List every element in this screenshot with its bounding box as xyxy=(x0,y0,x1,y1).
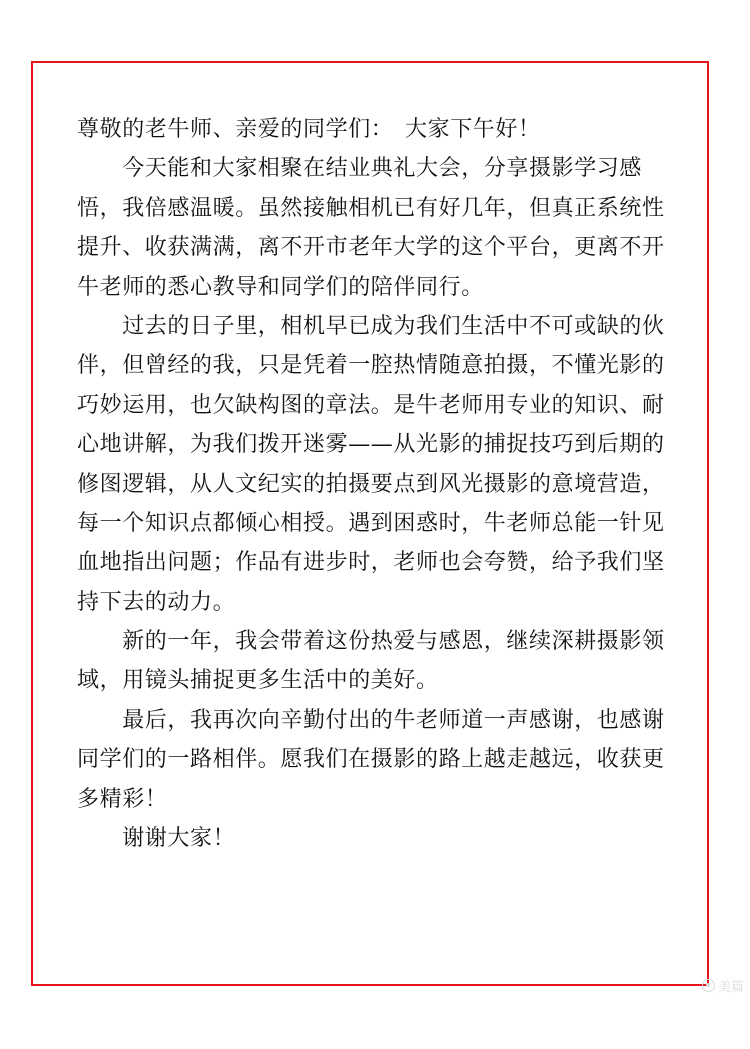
text-line: 新的一年，我会带着这份热爱与感恩，继续深耕摄影领 xyxy=(77,629,665,655)
paragraph xyxy=(77,622,675,701)
paragraph xyxy=(77,701,675,819)
watermark xyxy=(702,976,744,995)
text-line: 过去的日子里，相机早已成为我们生活中不可或缺的伙 xyxy=(77,313,665,339)
text-line: 持下去的动力。 xyxy=(77,589,236,615)
watermark-text: 美篇 xyxy=(717,980,744,995)
text-line: 血地指出问题；作品有进步时，老师也会夸赞，给予我们坚 xyxy=(77,550,665,576)
paragraph xyxy=(77,307,675,622)
meipian-logo-icon xyxy=(702,979,715,992)
text-line: 牛老师的悉心教导和同学们的陪伴同行。 xyxy=(77,274,484,300)
paragraph xyxy=(77,110,675,149)
text-line: 修图逻辑，从人文纪实的拍摄要点到风光摄影的意境营造， xyxy=(77,471,665,497)
text-line: 域，用镜头捕捉更多生活中的美好。 xyxy=(77,668,439,694)
text-line: 提升、收获满满，离不开市老年大学的这个平台，更离不开 xyxy=(77,235,665,261)
text-line: 谢谢大家！ xyxy=(77,826,236,852)
text-line: 巧妙运用，也欠缺构图的章法。是牛老师用专业的知识、耐 xyxy=(77,392,665,418)
text-line: 心地讲解，为我们拨开迷雾——从光影的捕捉技巧到后期的 xyxy=(77,432,665,458)
text-line: 悟，我倍感温暖。虽然接触相机已有好几年，但真正系统性 xyxy=(77,195,665,221)
text-line: 同学们的一路相伴。愿我们在摄影的路上越走越远，收获更 xyxy=(77,747,665,773)
text-line: 多精彩！ xyxy=(77,786,168,812)
paragraph xyxy=(77,819,675,858)
text-line: 尊敬的老牛师、亲爱的同学们： 大家下午好！ xyxy=(77,117,541,142)
text-line: 每一个知识点都倾心相授。遇到困惑时，牛老师总能一针见 xyxy=(77,510,665,536)
speech-text xyxy=(77,110,675,858)
paragraph xyxy=(77,149,675,307)
text-line: 伴，但曾经的我，只是凭着一腔热情随意拍摄，不懂光影的 xyxy=(77,353,665,379)
text-line: 今天能和大家相聚在结业典礼大会，分享摄影学习感 xyxy=(77,156,643,182)
text-line: 最后，我再次向辛勤付出的牛老师道一声感谢，也感谢 xyxy=(77,707,665,733)
